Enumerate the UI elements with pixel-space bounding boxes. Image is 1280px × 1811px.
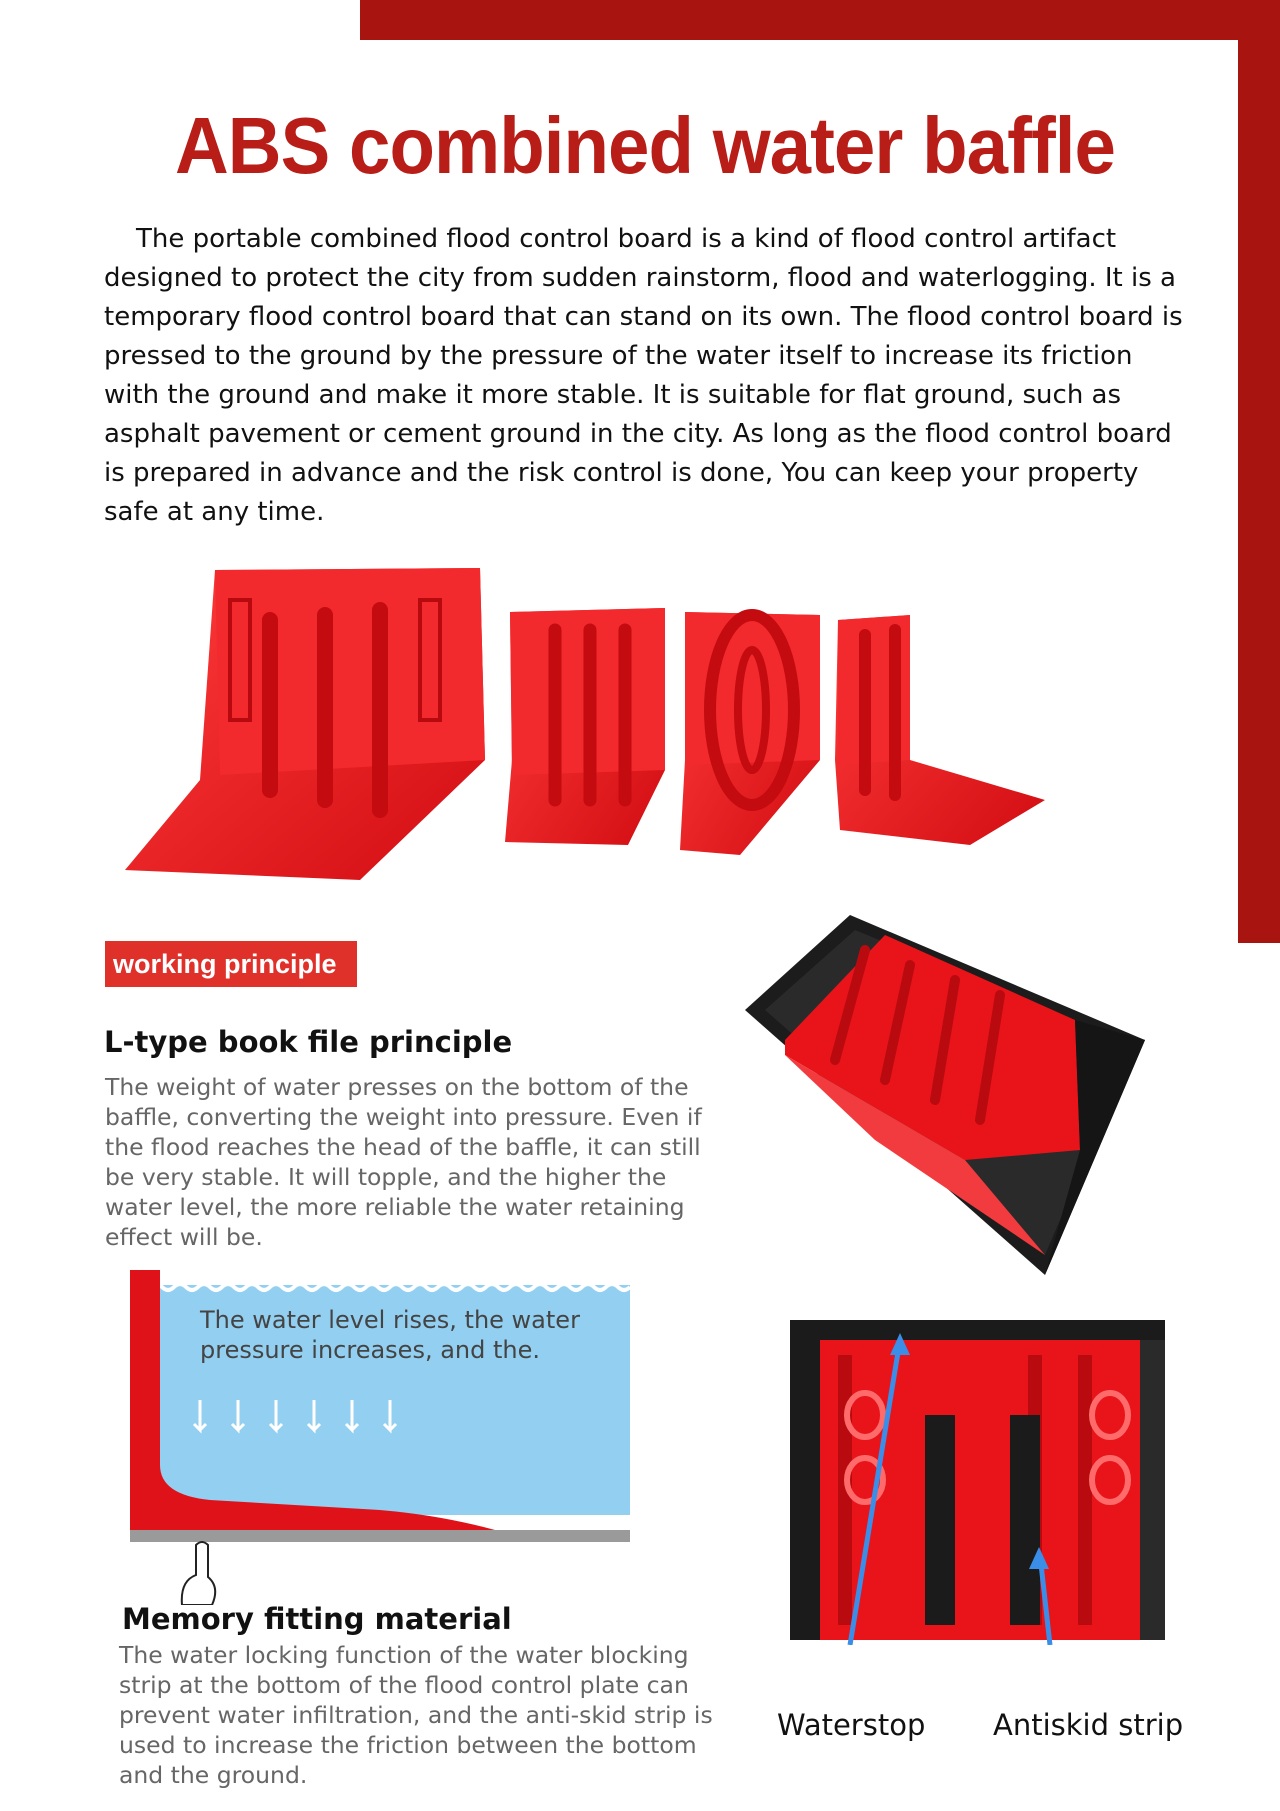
board-closeup-photo — [785, 1315, 1170, 1645]
board-large — [125, 568, 485, 880]
product-lineup-image — [120, 560, 1140, 880]
board-corner-photo — [745, 910, 1185, 1280]
principle-body-memory: The water locking function of the water blocking strip at the bottom of the flood control plate can prevent water infiltration, and the anti-skid strip is used to increase the friction between the bottom and the ground. — [119, 1641, 713, 1789]
principle-heading-l-type: L-type book file principle — [104, 1025, 513, 1059]
intro-paragraph: The portable combined flood control board is a kind of flood control artifact designed to protect the city from sudden rainstorm, flood and waterlogging. It is a temporary flood control board that can stand on its own. The flood control board is pressed to the ground by the pressure of the water itself to increase its friction with the ground and make it more stable. It is suitable for flat ground, such as asphalt pavement or cement ground in the city. As long as the flood control board is prepared in advance and the risk control is done, You can keep your property safe at any time. — [104, 224, 1183, 527]
top-accent-bar — [360, 0, 1280, 40]
working-principle-badge: working principle — [105, 941, 357, 987]
principle-body-l-type: The weight of water presses on the bottom of the baffle, converting the weight into pressure. Even if the flood reaches the head of the baffle, it can still be very stable. It will topple, and the higher the water level, the more reliable the water retaining effect will be. — [105, 1073, 702, 1251]
diagram-caption: The water level rises, the water pressure increases, and the. — [200, 1306, 580, 1364]
board-oval — [680, 612, 820, 855]
waterstop-label: Waterstop — [777, 1708, 926, 1742]
board-small — [835, 615, 1045, 845]
principle-heading-memory: Memory fitting material — [122, 1602, 512, 1636]
board-medium — [505, 608, 665, 845]
antiskid-strip-label: Antiskid strip — [993, 1708, 1184, 1742]
page-title: ABS combined water baffle — [175, 101, 1115, 190]
